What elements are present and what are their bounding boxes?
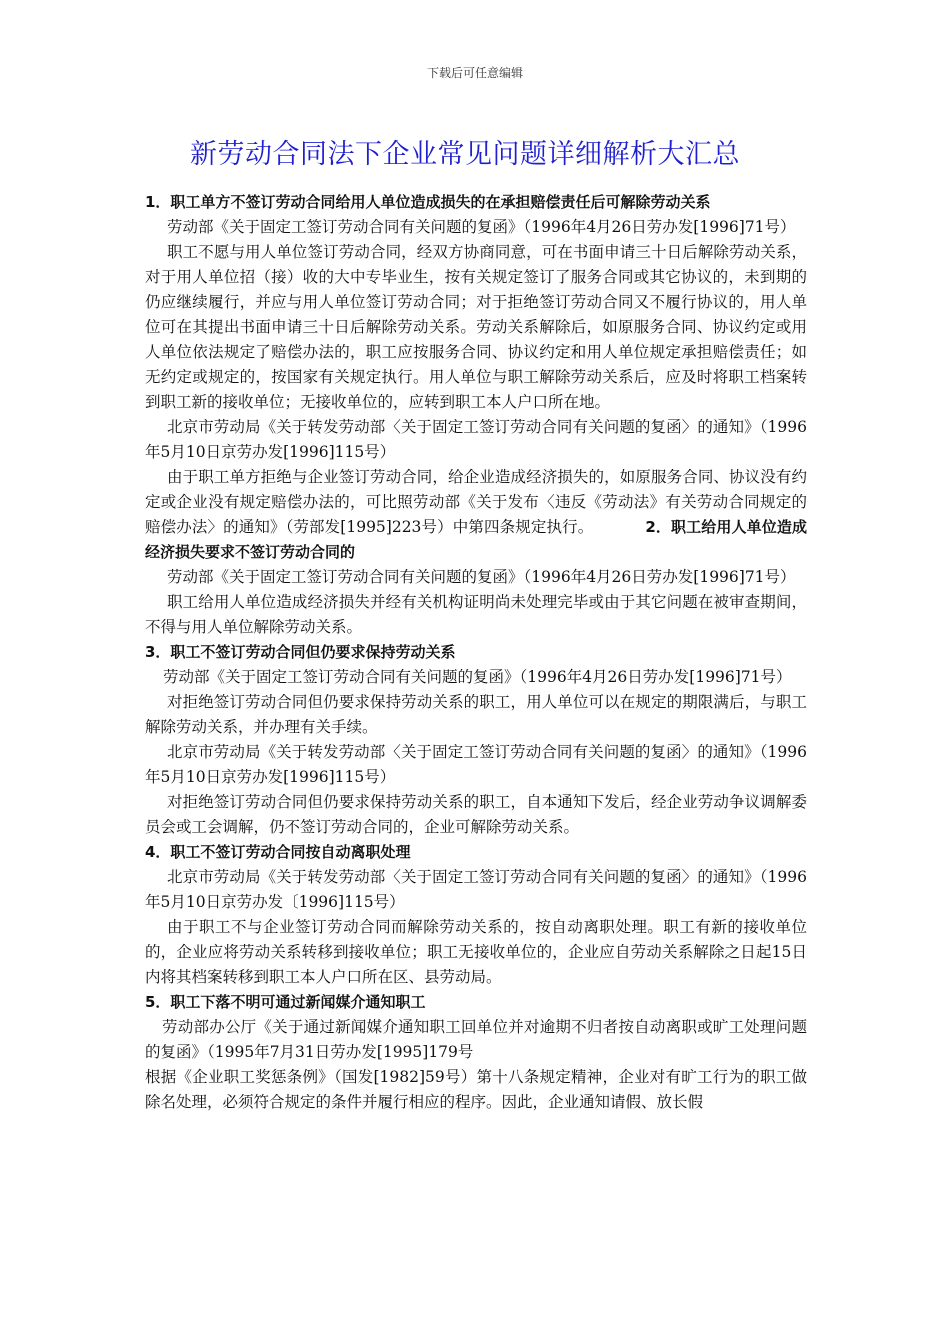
document-body [145, 190, 807, 1115]
section-1-reference: 劳动部《关于固定工签订劳动合同有关问题的复函》（1996年4月26日劳办发[1996]71号） [167, 218, 796, 236]
section-5-heading: 5．职工下落不明可通过新闻媒介通知职工 [145, 993, 426, 1011]
section-5-reference: 劳动部办公厅《关于通过新闻媒介通知职工回单位并对逾期不归者按自动离职或旷工处理问题的复函》（1995年7月31日劳办发[1995]179号 [145, 1018, 807, 1061]
section-3-reference-2: 北京市劳动局《关于转发劳动部〈关于固定工签订劳动合同有关问题的复函〉的通知》（1996年5月10日京劳办发[1996]115号） [145, 743, 807, 786]
section-2-paragraph: 职工给用人单位造成经济损失并经有关机构证明尚未处理完毕或由于其它问题在被审查期间，不得与用人单位解除劳动关系。 [145, 593, 807, 636]
section-4-reference: 北京市劳动局《关于转发劳动部〈关于固定工签订劳动合同有关问题的复函〉的通知》（1996年5月10日京劳办发〔1996]115号） [145, 868, 807, 911]
section-3-heading: 3．职工不签订劳动合同但仍要求保持劳动关系 [145, 643, 456, 661]
section-3-paragraph-2: 对拒绝签订劳动合同但仍要求保持劳动关系的职工，自本通知下发后，经企业劳动争议调解委员会或工会调解，仍不签订劳动合同的，企业可解除劳动关系。 [145, 793, 807, 836]
document-title: 新劳动合同法下企业常见问题详细解析大汇总 [190, 139, 740, 170]
page-header: 下载后可任意编辑 [426, 66, 523, 80]
section-1-heading: 1．职工单方不签订劳动合同给用人单位造成损失的在承担赔偿责任后可解除劳动关系 [145, 193, 711, 211]
section-3-reference: 劳动部《关于固定工签订劳动合同有关问题的复函》（1996年4月26日劳办发[1996]71号） [163, 668, 792, 686]
section-2-heading-number: 2． [645, 518, 672, 536]
section-4-heading: 4．职工不签订劳动合同按自动离职处理 [145, 843, 411, 861]
section-2-reference: 劳动部《关于固定工签订劳动合同有关问题的复函》（1996年4月26日劳办发[1996]71号） [167, 568, 796, 586]
section-1-paragraph-2-text: 由于职工单方拒绝与企业签订劳动合同，给企业造成经济损失的，如原服务合同、协议没有约定或企业没有规定赔偿办法的，可比照劳动部《关于发布〈违反《劳动法》有关劳动合同规定的赔偿办法〉的通知》（劳部发[1995]223号）中第四条规定执行。 [145, 468, 807, 536]
section-1-paragraph-2 [145, 465, 807, 565]
section-4-paragraph: 由于职工不与企业签订劳动合同而解除劳动关系的，按自动离职处理。职工有新的接收单位的，企业应将劳动关系转移到接收单位；职工无接收单位的，企业应自劳动关系解除之日起15日内将其档案转移到职工本人户口所在区、县劳动局。 [145, 918, 807, 986]
section-1-reference-2: 北京市劳动局《关于转发劳动部〈关于固定工签订劳动合同有关问题的复函〉的通知》（1996年5月10日京劳办发[1996]115号） [145, 418, 807, 461]
section-1-paragraph: 职工不愿与用人单位签订劳动合同，经双方协商同意，可在书面申请三十日后解除劳动关系，对于用人单位招（接）收的大中专毕业生，按有关规定签订了服务合同或其它协议的，未到期的仍应继续履行，并应与用人单位签订劳动合同；对于拒绝签订劳动合同又不履行协议的，用人单位可在其提出书面申请三十日后解除劳动关系。劳动关系解除后，如原服务合同、协议约定或用人单位依法规定了赔偿办法的，职工应按服务合同、协议约定和用人单位规定承担赔偿责任；如无约定或规定的，按国家有关规定执行。用人单位与职工解除劳动关系后，应及时将职工档案转到职工新的接收单位；无接收单位的，应转到职工本人户口所在地。 [145, 243, 807, 411]
section-2-heading: 职工给用人单位造成经济损失要求不签订劳动合同的 [145, 518, 807, 561]
section-5-paragraph: 根据《企业职工奖惩条例》（国发[1982]59号）第十八条规定精神，企业对有旷工行为的职工做除名处理，必须符合规定的条件并履行相应的程序。因此，企业通知请假、放长假 [145, 1068, 807, 1111]
section-3-paragraph: 对拒绝签订劳动合同但仍要求保持劳动关系的职工，用人单位可以在规定的期限满后，与职工解除劳动关系，并办理有关手续。 [145, 693, 807, 736]
